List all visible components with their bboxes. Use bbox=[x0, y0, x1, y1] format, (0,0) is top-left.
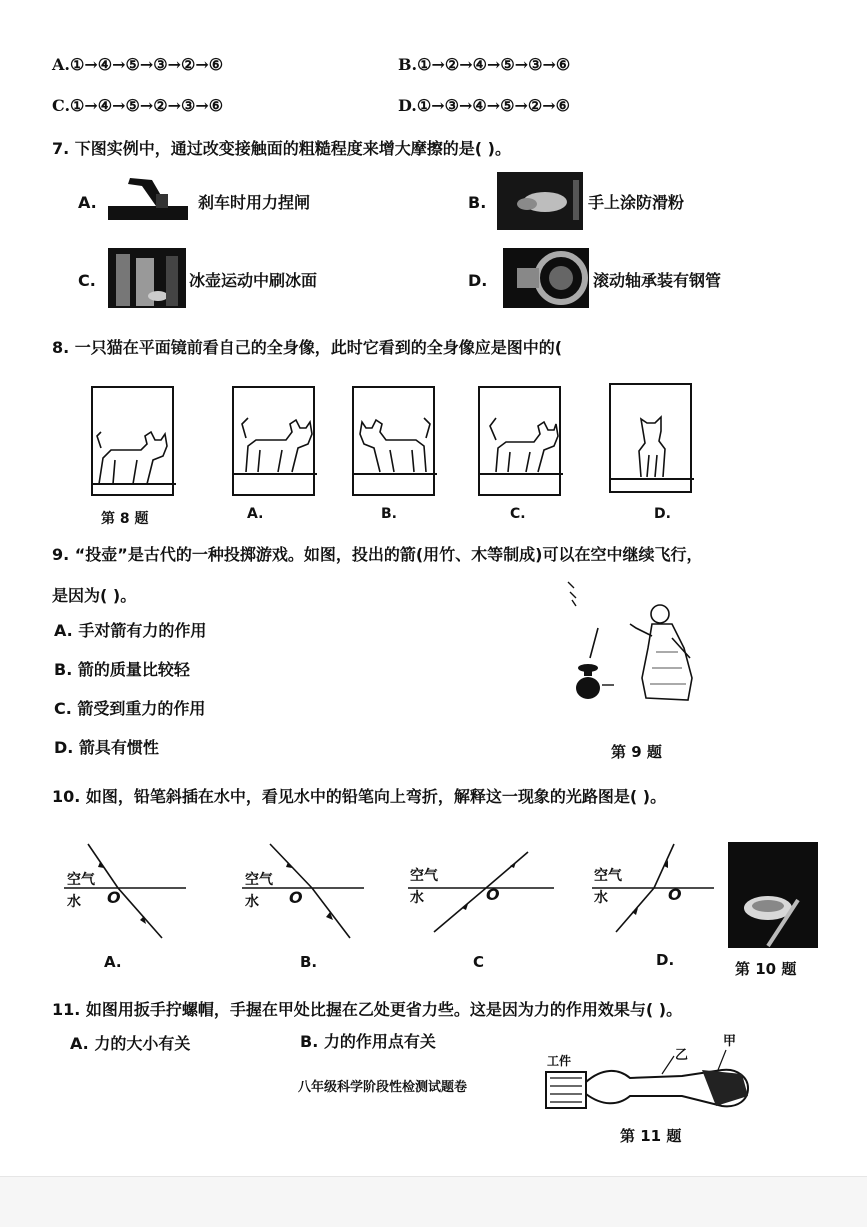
q9-option-b: B. 箭的质量比较轻 bbox=[54, 660, 190, 679]
q7-option-c-letter: C. bbox=[78, 271, 96, 290]
q11-label-workpiece: 工件 bbox=[547, 1054, 572, 1068]
q9-option-d: D. 箭具有惯性 bbox=[54, 738, 159, 757]
bearing-photo bbox=[503, 248, 589, 308]
q11-label-jia: 甲 bbox=[723, 1034, 737, 1049]
q6-option-a: A.①→④→⑤→③→②→⑥ bbox=[52, 55, 224, 74]
cat-frame-d bbox=[609, 383, 692, 493]
q10-a-water-label: 水 bbox=[67, 894, 81, 910]
q10-stem: 10. 如图，铅笔斜插在水中，看见水中的铅笔向上弯折，解释这一现象的光路图是( )。 bbox=[52, 787, 667, 806]
q7-option-a-letter: A. bbox=[78, 193, 97, 212]
q10-d-point-o: O bbox=[668, 885, 682, 904]
q8-caption-a: A. bbox=[247, 506, 264, 522]
q10-d-air-label: 空气 bbox=[594, 868, 622, 884]
q10-c-water-label: 水 bbox=[410, 890, 424, 906]
pencil-in-water-photo bbox=[728, 842, 818, 948]
touhu-game-illustration bbox=[560, 578, 720, 713]
q7-stem: 7. 下图实例中，通过改变接触面的粗糙程度来增大摩擦的是( )。 bbox=[52, 139, 511, 158]
q10-b-air-label: 空气 bbox=[245, 872, 273, 888]
q8-caption-b: B. bbox=[381, 506, 397, 522]
q9-option-a: A. 手对箭有力的作用 bbox=[54, 621, 207, 640]
q7-option-c-text: 冰壶运动中刷冰面 bbox=[189, 271, 318, 290]
q8-stem: 8. 一只猫在平面镜前看自己的全身像，此时它看到的全身像应是图中的( bbox=[52, 338, 563, 357]
cat-frame-original bbox=[91, 386, 174, 496]
q8-caption-d: D. bbox=[654, 506, 671, 522]
refraction-diagram-c bbox=[404, 842, 564, 942]
q10-a-point-o: O bbox=[107, 888, 121, 907]
chalk-hand-photo bbox=[497, 172, 583, 230]
q10-d-water-label: 水 bbox=[594, 890, 608, 906]
q7-option-b-text: 手上涂防滑粉 bbox=[588, 193, 685, 212]
cat-frame-b bbox=[352, 386, 435, 496]
cat-frame-a bbox=[232, 386, 315, 496]
q7-option-d-letter: D. bbox=[468, 271, 488, 290]
q10-c-air-label: 空气 bbox=[410, 868, 438, 884]
q9-option-c: C. 箭受到重力的作用 bbox=[54, 699, 206, 718]
q7-option-b-letter: B. bbox=[468, 193, 487, 212]
page-bottom-margin bbox=[0, 1176, 867, 1227]
q10-b-point-o: O bbox=[289, 888, 303, 907]
q10-caption-b: B. bbox=[300, 953, 318, 971]
q9-stem-line2: 是因为( )。 bbox=[52, 586, 137, 605]
q8-caption-figure: 第 8 题 bbox=[101, 511, 149, 527]
q9-figure-caption: 第 9 题 bbox=[611, 743, 662, 761]
q10-c-point-o: O bbox=[486, 885, 500, 904]
q8-caption-c: C. bbox=[510, 506, 526, 522]
q7-option-d-text: 滚动轴承装有钢管 bbox=[593, 271, 722, 290]
q6-option-d: D.①→③→④→⑤→②→⑥ bbox=[398, 96, 570, 115]
brake-lever-image bbox=[108, 176, 190, 226]
q11-figure-caption: 第 11 题 bbox=[620, 1127, 682, 1145]
q10-a-air-label: 空气 bbox=[67, 872, 95, 888]
footer-title: 八年级科学阶段性检测试题卷 bbox=[298, 1080, 468, 1095]
q7-option-a-text: 刹车时用力捏闸 bbox=[198, 193, 311, 212]
q9-stem-line1: 9. “投壶”是古代的一种投掷游戏。如图，投出的箭(用竹、木等制成)可以在空中继续飞行， bbox=[52, 545, 703, 564]
cat-frame-c bbox=[478, 386, 561, 496]
q10-caption-d: D. bbox=[656, 951, 675, 969]
q6-option-c: C.①→④→⑤→②→③→⑥ bbox=[52, 96, 224, 115]
q10-caption-a: A. bbox=[104, 953, 122, 971]
q11-label-yi: 乙 bbox=[675, 1048, 689, 1063]
q11-stem: 11. 如图用扳手拧螺帽，手握在甲处比握在乙处更省力些。这是因为力的作用效果与( )。 bbox=[52, 1000, 683, 1019]
q11-option-a: A. 力的大小有关 bbox=[70, 1034, 191, 1053]
q10-b-water-label: 水 bbox=[245, 894, 259, 910]
q6-option-b: B.①→②→④→⑤→③→⑥ bbox=[398, 55, 571, 74]
q10-figure-caption: 第 10 题 bbox=[735, 960, 797, 978]
q11-option-b: B. 力的作用点有关 bbox=[300, 1032, 436, 1051]
curling-photo bbox=[108, 248, 186, 308]
q10-caption-c: C bbox=[473, 953, 485, 971]
